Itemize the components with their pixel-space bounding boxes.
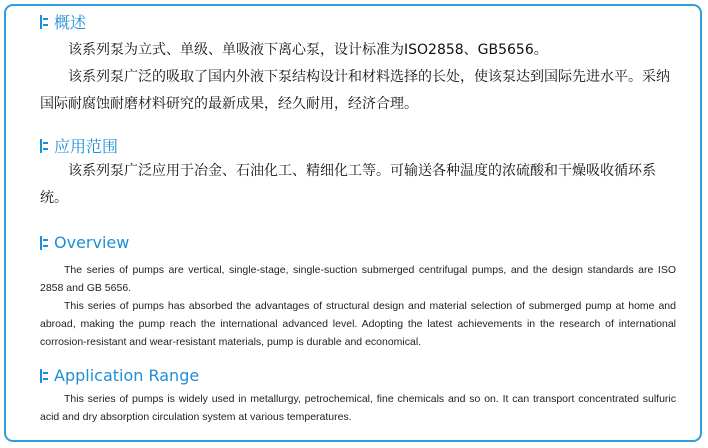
zh-overview-title: 概述 (54, 13, 87, 32)
zh-overview-paragraph-1: 该系列泵为立式、单级、单吸液下离心泵，设计标准为ISO2858、GB5656。 (68, 42, 548, 58)
en-overview-heading (40, 233, 129, 252)
en-application-heading (40, 366, 199, 385)
zh-application-heading (40, 134, 118, 157)
zh-overview-paragraph-2: 该系列泵广泛的吸取了国内外液下泵结构设计和材料选择的长处，使该泵达到国际先进水平。采纳国际耐腐蚀耐磨材料研究的最新成果，经久耐用，经济合理。 (40, 69, 670, 112)
heading-marker-icon (40, 236, 48, 250)
en-overview-paragraph-2: This series of pumps has absorbed the advantages of structural design and material selection of submerged pump at home and abroad, making the pump reach the international advanced level. Adopting the latest achievements in the research of international corrosion-resistant and wear-resistant materials, pump is durable and economical. (40, 300, 676, 348)
heading-marker-icon (40, 369, 48, 383)
heading-marker-icon (40, 15, 48, 29)
heading-marker-icon (40, 139, 48, 153)
zh-overview-heading (40, 10, 86, 33)
zh-application-title: 应用范围 (54, 137, 119, 156)
en-overview-title: Overview (54, 233, 130, 252)
en-overview-paragraph-1: The series of pumps are vertical, single-stage, single-suction submerged centrifugal pumps, and the design standards are ISO 2858 and GB 5656. (40, 264, 676, 294)
en-application-paragraph-1: This series of pumps is widely used in metallurgy, petrochemical, fine chemicals and so on. It can transport concentrated sulfuric acid and dry absorption circulation system at various temperatures. (40, 393, 676, 423)
en-application-title: Application Range (54, 366, 200, 385)
zh-application-paragraph-1: 该系列泵广泛应用于冶金、石油化工、精细化工等。可输送各种温度的浓硫酸和干燥吸收循环系统。 (40, 163, 656, 206)
